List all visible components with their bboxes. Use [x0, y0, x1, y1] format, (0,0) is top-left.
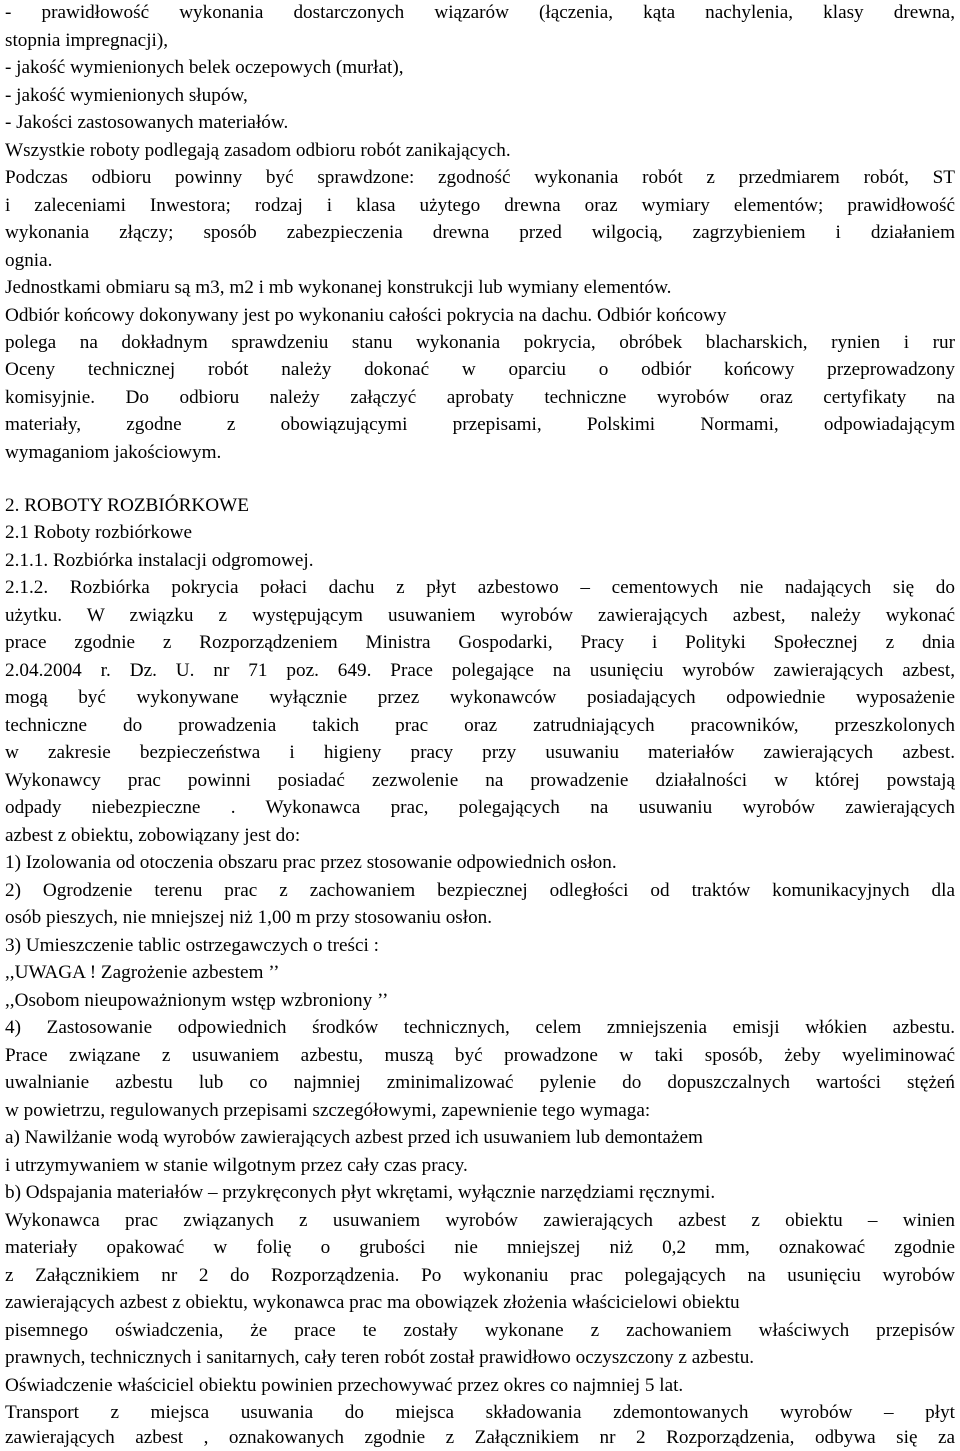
text-line: polega na dokładnym sprawdzeniu stanu wykonania pokrycia, obróbek blacharskich, rynien i rur: [5, 332, 955, 353]
list-item: 1) Izolowania od otoczenia obszaru prac przez stosowanie odpowiednich osłon.: [5, 852, 617, 873]
list-item: a) Nawilżanie wodą wyrobów zawierających azbest przed ich usuwaniem lub demontażem: [5, 1127, 703, 1148]
text-line: Oświadczenie właściciel obiektu powinien przechowywać przez okres co najmniej 5 lat.: [5, 1375, 684, 1396]
text-line: Wszystkie roboty podlegają zasadom odbioru robót zanikających.: [5, 140, 511, 161]
text-line: Transport z miejsca usuwania do miejsca składowania zdemontowanych wyrobów – płyt: [5, 1402, 955, 1423]
text-line: pisemnego oświadczenia, że prace te zostały wykonane z zachowaniem właściwych przepisów: [5, 1320, 955, 1341]
text-line: azbest z obiektu, zobowiązany jest do:: [5, 825, 301, 846]
section-heading: 2. ROBOTY ROZBIÓRKOWE: [5, 495, 249, 516]
text-line: 2.1.2. Rozbiórka pokrycia połaci dachu z płyt azbestowo – cementowych nie nadających się do: [5, 577, 955, 598]
text-line: - jakość wymienionych belek oczepowych (murłat),: [5, 57, 404, 78]
text-line: Jednostkami obmiaru są m3, m2 i mb wykonanej konstrukcji lub wymiany elementów.: [5, 277, 672, 298]
subsection-heading: 2.1.1. Rozbiórka instalacji odgromowej.: [5, 550, 314, 571]
text-line: wymaganiom jakościowym.: [5, 442, 222, 463]
text-line: prawnych, technicznych i sanitarnych, cały teren robót został prawidłowo oczyszczony z azbestu.: [5, 1347, 755, 1368]
text-line: Podczas odbioru powinny być sprawdzone: zgodność wykonania robót z przedmiarem robót, ST: [5, 167, 955, 188]
text-line: osób pieszych, nie mniejszej niż 1,00 m przy stosowaniu osłon.: [5, 907, 493, 928]
text-line: odpady niebezpieczne . Wykonawca prac, polegających na usuwaniu wyrobów zawierających: [5, 797, 955, 818]
text-line: komisyjnie. Do odbioru należy załączyć aprobaty techniczne wyrobów oraz certyfikaty na: [5, 387, 955, 408]
text-line: Oceny technicznej robót należy dokonać w oparciu o odbiór końcowy przeprowadzony: [5, 359, 955, 380]
text-line: z Załącznikiem nr 2 do Rozporządzenia. Po wykonaniu prac polegających na usunięciu wyrobów: [5, 1265, 955, 1286]
text-line: mogą być wykonywane wyłącznie przez wykonawców posiadających odpowiednie wyposażenie: [5, 687, 955, 708]
text-line: Prace związane z usuwaniem azbestu, muszą być prowadzone w taki sposób, żeby wyeliminować: [5, 1045, 955, 1066]
text-line: w powietrzu, regulowanych przepisami szczegółowymi, zapewnienie tego wymaga:: [5, 1100, 651, 1121]
warning-text: ,,UWAGA ! Zagrożenie azbestem ’’: [5, 962, 280, 983]
text-line: prace zgodnie z Rozporządzeniem Ministra Gospodarki, Pracy i Polityki Społecznej z dnia: [5, 632, 955, 653]
text-line: techniczne do prowadzenia takich prac oraz zatrudniających pracowników, przeszkolonych: [5, 715, 955, 736]
text-line: Odbiór końcowy dokonywany jest po wykonaniu całości pokrycia na dachu. Odbiór końcowy: [5, 305, 727, 326]
text-line: użytku. W związku z występującym usuwaniem wyrobów zawierających azbest, należy wykonać: [5, 605, 955, 626]
text-line: i utrzymywaniem w stanie wilgotnym przez cały czas pracy.: [5, 1155, 468, 1176]
text-line: wykonania złączy; sposób zabezpieczenia drewna przed wilgocią, zagrzybieniem i działaniem: [5, 222, 955, 243]
text-line: - prawidłowość wykonania dostarczonych wiązarów (łączenia, kąta nachylenia, klasy drewna,: [5, 2, 955, 23]
warning-text: ,,Osobom nieupoważnionym wstęp wzbroniony ’’: [5, 990, 389, 1011]
text-line: Wykonawca prac związanych z usuwaniem wyrobów zawierających azbest z obiektu – winien: [5, 1210, 955, 1231]
list-item: 2) Ogrodzenie terenu prac z zachowaniem bezpiecznej odległości od traktów komunikacyjnych dla: [5, 880, 955, 901]
list-item: 4) Zastosowanie odpowiednich środków technicznych, celem zmniejszenia emisji włókien azbestu.: [5, 1017, 955, 1038]
text-line: zawierających azbest , oznakowanych zgodnie z Załącznikiem nr 2 Rozporządzenia, odbywa się za: [5, 1427, 955, 1448]
text-line: ognia.: [5, 250, 53, 271]
text-line: 2.04.2004 r. Dz. U. nr 71 poz. 649. Prace polegające na usunięciu wyrobów zawierających azbest,: [5, 660, 955, 681]
text-line: materiały, zgodne z obowiązującymi przepisami, Polskimi Normami, odpowiadającym: [5, 414, 955, 435]
text-line: zawierających azbest z obiektu, wykonawca prac ma obowiązek złożenia właścicielowi obiektu: [5, 1292, 740, 1313]
subsection-heading: 2.1 Roboty rozbiórkowe: [5, 522, 193, 543]
text-line: - Jakości zastosowanych materiałów.: [5, 112, 289, 133]
list-item: b) Odspajania materiałów – przykręconych płyt wkrętami, wyłącznie narzędziami ręcznymi.: [5, 1182, 716, 1203]
text-line: w zakresie bezpieczeństwa i higieny pracy przy usuwaniu materiałów zawierających azbest.: [5, 742, 955, 763]
text-line: Wykonawcy prac powinni posiadać zezwolenie na prowadzenie działalności w której powstają: [5, 770, 955, 791]
text-line: - jakość wymienionych słupów,: [5, 85, 248, 106]
list-item: 3) Umieszczenie tablic ostrzegawczych o treści :: [5, 935, 379, 956]
text-line: stopnia impregnacji),: [5, 30, 169, 51]
text-line: materiały opakować w folię o grubości nie mniejszej niż 0,2 mm, oznakować zgodnie: [5, 1237, 955, 1258]
text-line: uwalnianie azbestu lub co najmniej zminimalizować pylenie do dopuszczalnych wartości stężeń: [5, 1072, 955, 1093]
text-line: i zaleceniami Inwestora; rodzaj i klasa użytego drewna oraz wymiary elementów; prawidłowość: [5, 195, 955, 216]
